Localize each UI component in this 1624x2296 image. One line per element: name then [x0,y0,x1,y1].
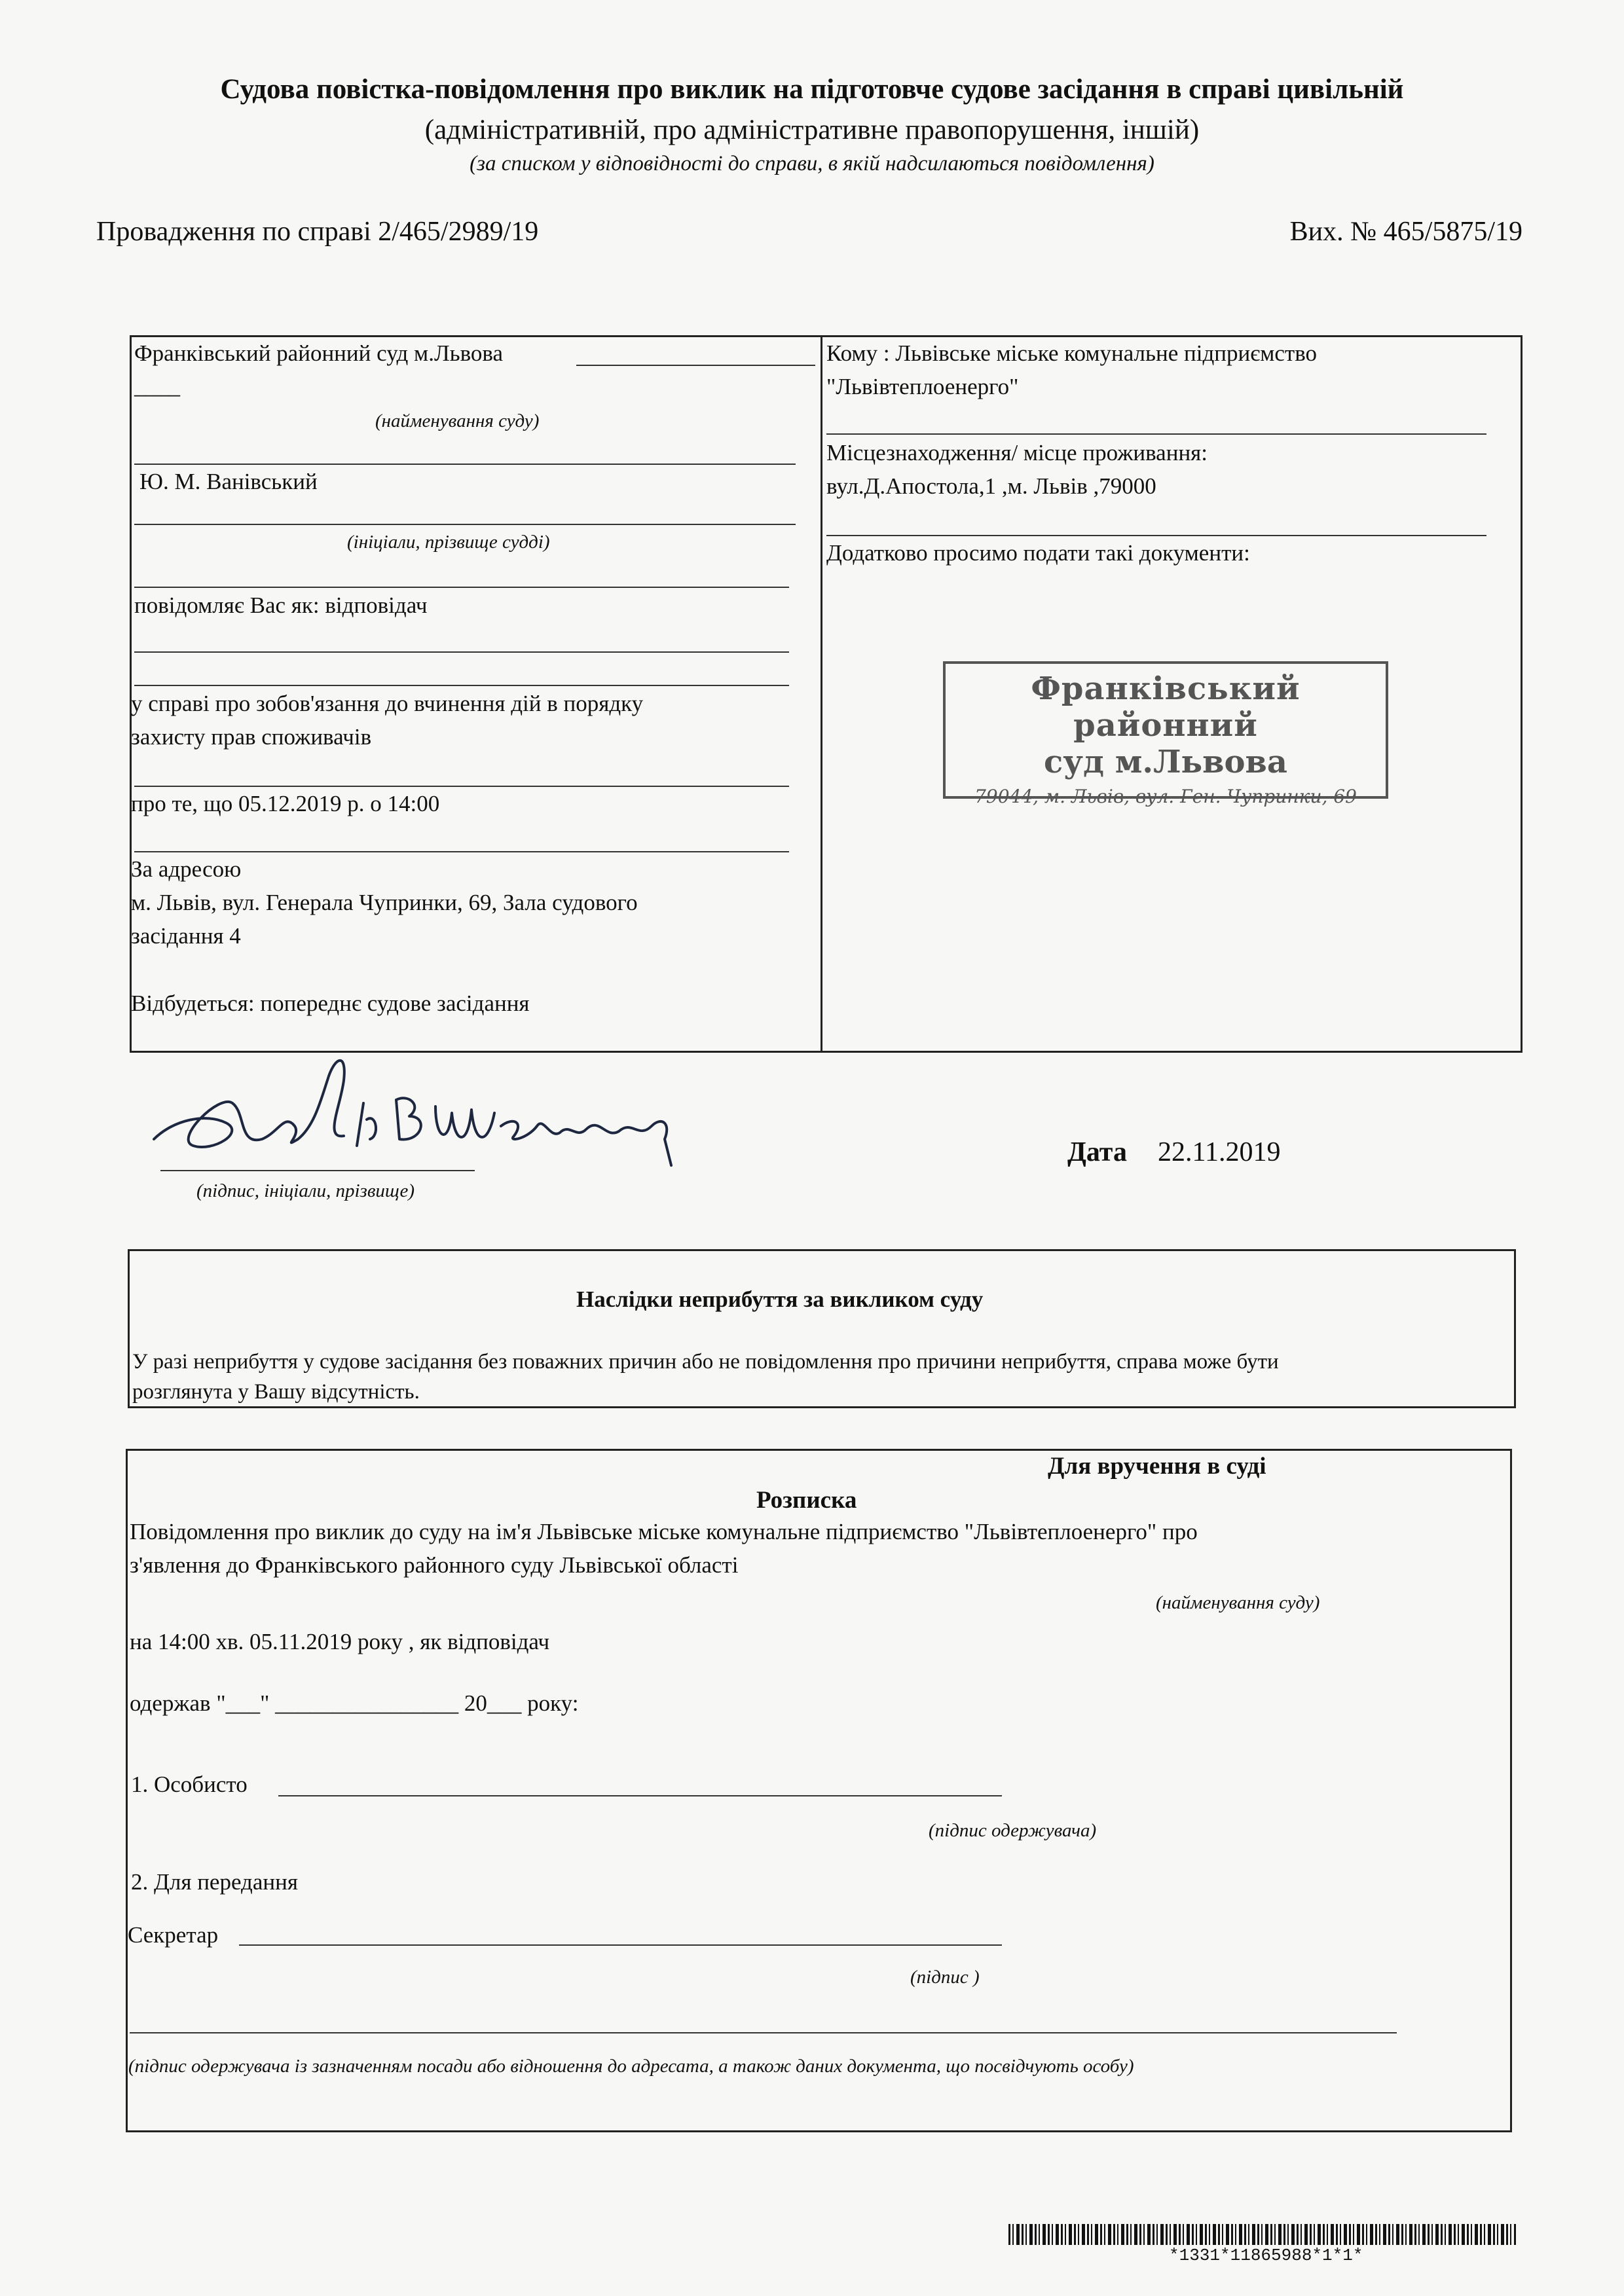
location-value: вул.Д.Апостола,1 ,м. Львів ,79000 [826,473,1156,499]
stamp-line3: 79044, м. Львів, вул. Ген. Чупринки, 69 [974,786,1357,807]
court-underline [576,365,815,366]
receipt-line1: Повідомлення про виклик до суду на ім'я Львівське міське комунальне підприємство "Львівтеплоенерго" про [130,1519,1198,1544]
hearing-date-line [134,851,789,852]
receipt-transfer: 2. Для передання [131,1869,298,1895]
for-court-label: Для вручення в суді [1048,1453,1266,1480]
document-note: (за списком у відповідності до справи, в якій надсилаються повідомлення) [470,152,1154,175]
recipient-line [826,433,1486,435]
recipient-line2: "Львівтеплоенерго" [826,374,1019,399]
court-caption-line [134,464,796,465]
signature-line [160,1170,475,1171]
location-label: Місцезнаходження/ місце проживання: [826,440,1208,465]
receipt-personally: 1. Особисто [131,1772,248,1797]
address-line2: засідання 4 [131,923,241,949]
receipt-title: Розписка [756,1487,857,1514]
court-caption: (найменування суду) [375,410,540,431]
court-underline-cont: ____ [134,373,180,399]
date-label: Дата [1067,1137,1127,1167]
judge-line [134,524,796,525]
notifies-line [134,651,789,653]
additional-docs: Додатково просимо подати такі документи: [826,540,1250,566]
document-subtitle: (адміністративній, про адміністративне правопорушення, іншій) [424,115,1200,145]
address-line1: м. Львів, вул. Генерала Чупринки, 69, Зала судового [131,890,638,915]
stamp-line1: Франківський районний [1031,670,1301,744]
hearing-date: про те, що 05.12.2019 р. о 14:00 [131,791,440,816]
barcode [1008,2224,1516,2245]
address-label: За адресою [131,856,242,882]
judge-caption: (ініціали, прізвище судді) [347,532,550,553]
secretary-caption: (підпис ) [910,1967,980,1988]
case-topic-line1: у справі про зобов'язання до вчинення дій в порядку [131,691,644,716]
court-stamp [943,661,1388,807]
outgoing-number: Вих. № 465/5875/19 [1289,217,1522,247]
receipt-secretary: Секретар [128,1922,219,1948]
personally-caption: (підпис одержувача) [929,1820,1097,1841]
receipt-footer-caption: (підпис одержувача із зазначенням посади або відношення до адресата, а також даних документа, що посвідчують особу) [128,2056,1134,2077]
receipt-court-caption: (найменування суду) [1156,1592,1320,1613]
judge-name: Ю. М. Ванівський [139,469,318,494]
receipt-box [126,1449,1512,2132]
consequences-title: Наслідки неприбуття за викликом суду [576,1286,984,1312]
hearing-type: Відбудеться: попереднє судове засідання [131,991,530,1016]
handwritten-signature [147,1041,704,1192]
stamp-line2: суд м.Львова [1044,744,1287,780]
consequences-line1: У разі неприбуття у судове засідання без поважних причин або не повідомлення про причини неприбуття, справа може бути [132,1350,1279,1374]
personally-signature-line [278,1795,1002,1796]
case-topic-top-line [134,685,789,686]
recipient-line1: Кому : Львівське міське комунальне підприємство [826,340,1318,366]
barcode-number: *1331*11865988*1*1* [1169,2246,1363,2265]
receipt-line2: з'явлення до Франківського районного суду Львівської області [130,1552,739,1578]
court-name: Франківський районний суд м.Львова [134,340,504,366]
case-topic-bottom-line [134,786,789,787]
date-value: 22.11.2019 [1158,1137,1281,1167]
receipt-time-line: на 14:00 хв. 05.11.2019 року , як відповідач [130,1629,550,1654]
document-title: Судова повістка-повідомлення про виклик на підготовче судове засідання в справі цивільній [220,74,1404,105]
notifies-as: повідомляє Вас як: відповідач [134,592,428,618]
summons-divider [821,335,822,1053]
secretary-signature-line [239,1944,1002,1946]
location-line [826,535,1486,536]
consequences-line2: розглянута у Вашу відсутність. [132,1380,420,1404]
recipient-signature-line [130,2032,1397,2033]
receipt-received: одержав "___" ________________ 20___ року: [130,1690,579,1716]
case-topic-line2: захисту прав споживачів [131,724,372,750]
case-number: Провадження по справі 2/465/2989/19 [96,217,539,247]
judge-caption-line [134,587,789,588]
signature-caption: (підпис, ініціали, прізвище) [196,1180,415,1201]
